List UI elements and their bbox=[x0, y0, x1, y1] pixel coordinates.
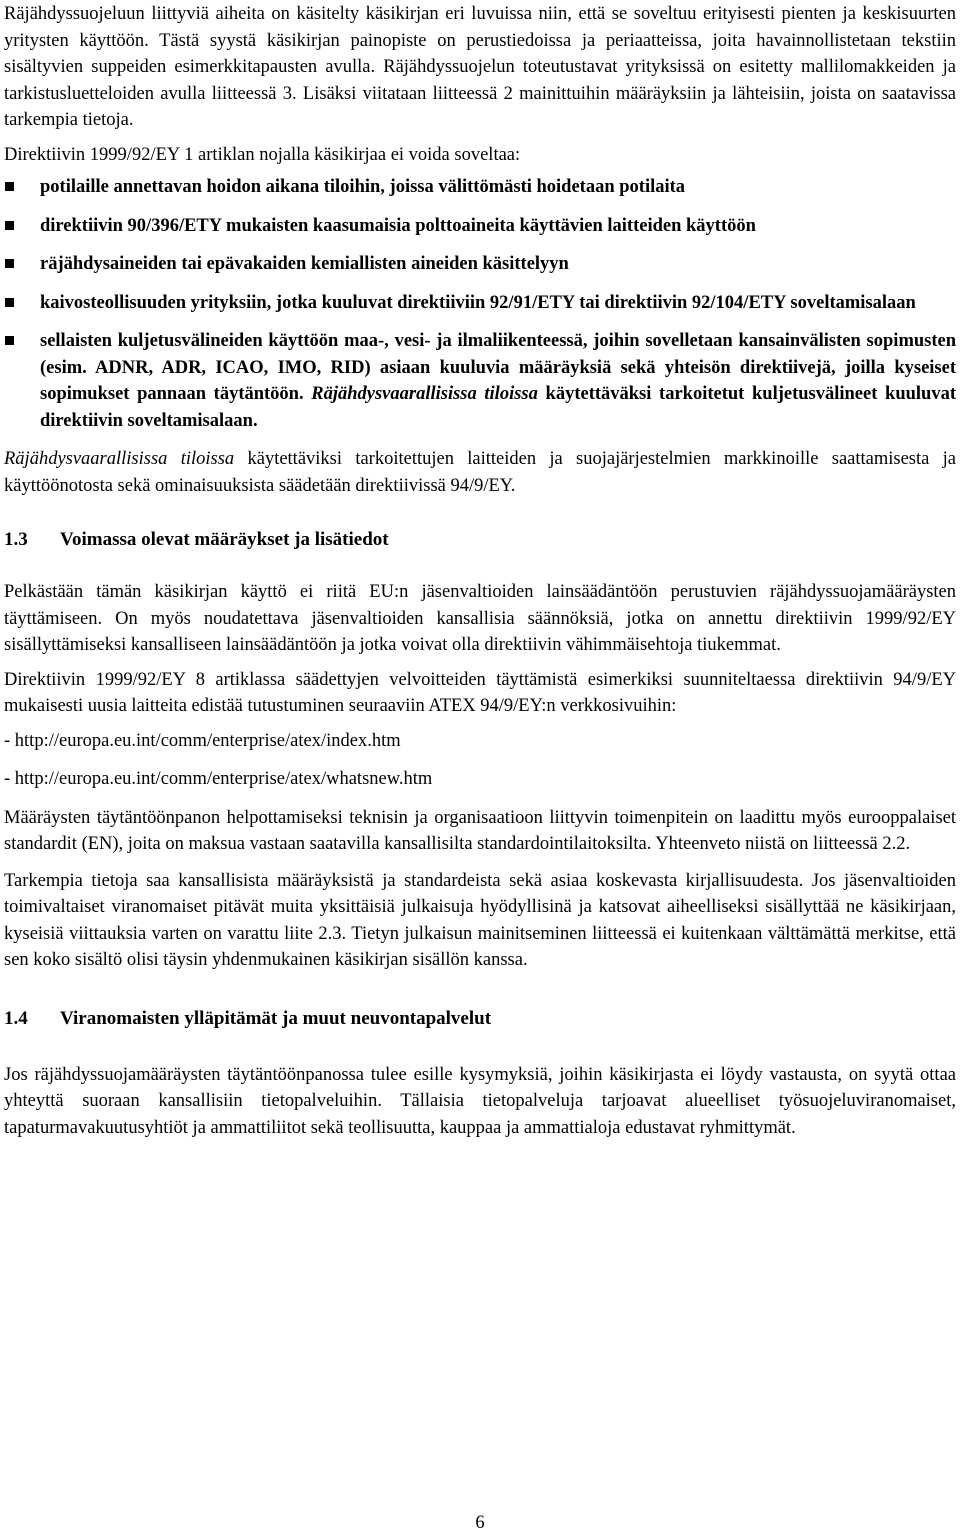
intro-paragraph: Räjähdyssuojeluun liittyviä aiheita on käsitelty käsikirjan eri luvuissa niin, että se soveltuu erityisesti pienten ja keskisuurten yritysten käyttöön. Tästä syystä käsikirjan painopiste on perustiedoissa ja periaatteissa, joita havainnollistetaan tekstiin sisältyvien suppeiden esimerkkitapausten avulla. Räjähdyssuojelun toteutustavat yrityksissä on esitetty mallilomakkeiden ja tarkistusluetteloiden avulla liitteessä 3. Lisäksi viitataan liitteessä 2 mainittuihin määräyksiin ja lähteisiin, joista on saatavissa tarkempia tietoja. bbox=[4, 4, 956, 130]
regulations-paragraph: Pelkästään tämän käsikirjan käyttö ei riitä EU:n jäsenvaltioiden lainsäädäntöön perustuvien räjähdyssuojamääräysten täyttämiseen. On myös noudatettava jäsenvaltioiden kansallisia säännöksiä, jotka on annettu direktiivin 1999/92/EY sisällyttämiseksi kansalliseen lainsäädäntöön ja jotka voivat olla direktiivin vähimmäisehtoja tiukemmat. bbox=[4, 582, 956, 655]
square-bullet-icon bbox=[5, 298, 14, 307]
list-item-text: potilaille annettavan hoidon aikana tiloihin, joissa välittömästi hoidetaan potilaita bbox=[40, 177, 686, 197]
square-bullet-icon bbox=[5, 221, 14, 230]
atex-paragraph: Direktiivin 1999/92/EY 8 artiklassa säädettyjen velvoitteiden täyttämistä esimerkiksi suunniteltaessa direktiivin 94/9/EY mukaisesti uusia laitteita edistää tutustuminen seuraaviin ATEX 94/9/EY:n verkkosivuihin: bbox=[4, 669, 956, 716]
square-bullet-icon bbox=[5, 336, 14, 345]
list-item-text-rest: käytettäväksi tarkoitetut kuljetusvälineet kuuluvat direktiivin soveltamisalaan. bbox=[40, 384, 956, 431]
document-page bbox=[4, 0, 956, 1141]
section-number: 1.3 bbox=[4, 529, 28, 550]
further-info-paragraph: Tarkempia tietoja saa kansallisista määräyksistä ja standardeista sekä asiaa koskevasta kirjallisuudesta. Jos jäsenvaltioiden toimivaltaiset viranomaiset pitävät muita yksittäisiä julkaisuja hyödyllisinä ja katsovat aiheelliseksi sisällyttää ne käsikirjaan, kyseisiä viittauksia varten on varattu liite 2.3. Tietyn julkaisun mainitseminen liitteessä ei kuitenkaan välttämättä merkitse, että sen koko sisältö olisi täysin yhdenmukainen käsikirjan sisällön kanssa. bbox=[4, 870, 956, 970]
atex-link-index[interactable]: - http://europa.eu.int/comm/enterprise/atex/index.htm bbox=[4, 730, 401, 751]
advisory-paragraph: Jos räjähdyssuojamääräysten täytäntöönpanossa tulee esille kysymyksiä, joihin käsikirjasta ei löydy vastausta, on syytä ottaa yhteyttä suoraan kansallisiin tietopalveluihin. Tällaisia tietopalveluja tarjoavat alueelliset työsuojeluviranomaiset, tapaturmavakuutusyhtiöt ja ammattiliitot sekä teollisuutta, kauppaa ja ammattialoja edustavat ryhmittymät. bbox=[4, 1064, 956, 1138]
atex-link-whatsnew[interactable]: - http://europa.eu.int/comm/enterprise/atex/whatsnew.htm bbox=[4, 769, 433, 789]
list-item bbox=[4, 251, 956, 278]
list-item-text: kaivosteollisuuden yrityksiin, jotka kuuluvat direktiiviin 92/91/ETY tai direktiivin 92/104/ETY soveltamisalaan bbox=[40, 292, 916, 313]
section-number: 1.4 bbox=[4, 1007, 28, 1029]
list-item bbox=[4, 290, 956, 317]
paragraph-text: käytettäviksi tarkoitettujen laitteiden ja suojajärjestelmien markkinoille saattamisesta ja käyttöönotosta sekä ominaisuuksista säädetään direktiivissä 94/9/EY. bbox=[4, 449, 956, 496]
italic-term: Räjähdysvaarallisissa tiloissa bbox=[4, 449, 235, 469]
square-bullet-icon bbox=[5, 182, 14, 191]
section-title: Voimassa olevat määräykset ja lisätiedot bbox=[60, 529, 389, 550]
exclusion-list bbox=[4, 174, 956, 434]
list-item-italic-text: Räjähdysvaarallisissa tiloissa bbox=[311, 384, 538, 404]
list-item bbox=[4, 213, 956, 240]
list-item bbox=[4, 174, 956, 201]
list-item bbox=[4, 328, 956, 434]
section-heading-1-3 bbox=[4, 527, 956, 553]
scope-paragraph: Direktiivin 1999/92/EY 1 artiklan nojalla käsikirjaa ei voida soveltaa: bbox=[4, 144, 521, 165]
list-item-text: sellaisten kuljetusvälineiden käyttöön maa-, vesi- ja ilmaliikenteessä, joihin sovelletaan kansainvälisten sopimusten (esim. ADNR, ADR, ICAO, IMO, RID) asiaan kuuluvia määräyksiä sekä yhteisön direktiivejä, joilla kyseiset sopimukset pannaan täytäntöön. bbox=[40, 331, 956, 404]
square-bullet-icon bbox=[5, 259, 14, 268]
list-item-text: räjähdysaineiden tai epävakaiden kemiallisten aineiden käsittelyyn bbox=[40, 254, 569, 274]
list-item-text: direktiivin 90/396/ETY mukaisten kaasumaisia polttoaineita käyttävien laitteiden käyttöön bbox=[40, 215, 756, 236]
section-title: Viranomaisten ylläpitämät ja muut neuvontapalvelut bbox=[60, 1007, 492, 1029]
page-number: 6 bbox=[475, 1513, 485, 1533]
equipment-directive-paragraph bbox=[4, 446, 956, 499]
section-heading-1-4 bbox=[4, 1006, 956, 1032]
standards-paragraph: Määräysten täytäntöönpanon helpottamiseksi teknisin ja organisaatioon liittyvin toimenpitein on laadittu myös eurooppalaiset standardit (EN), joita on maksua vastaan saatavilla kansallisilta standardointilaitoksilta. Yhteenveto niistä on liitteessä 2.2. bbox=[4, 807, 956, 854]
